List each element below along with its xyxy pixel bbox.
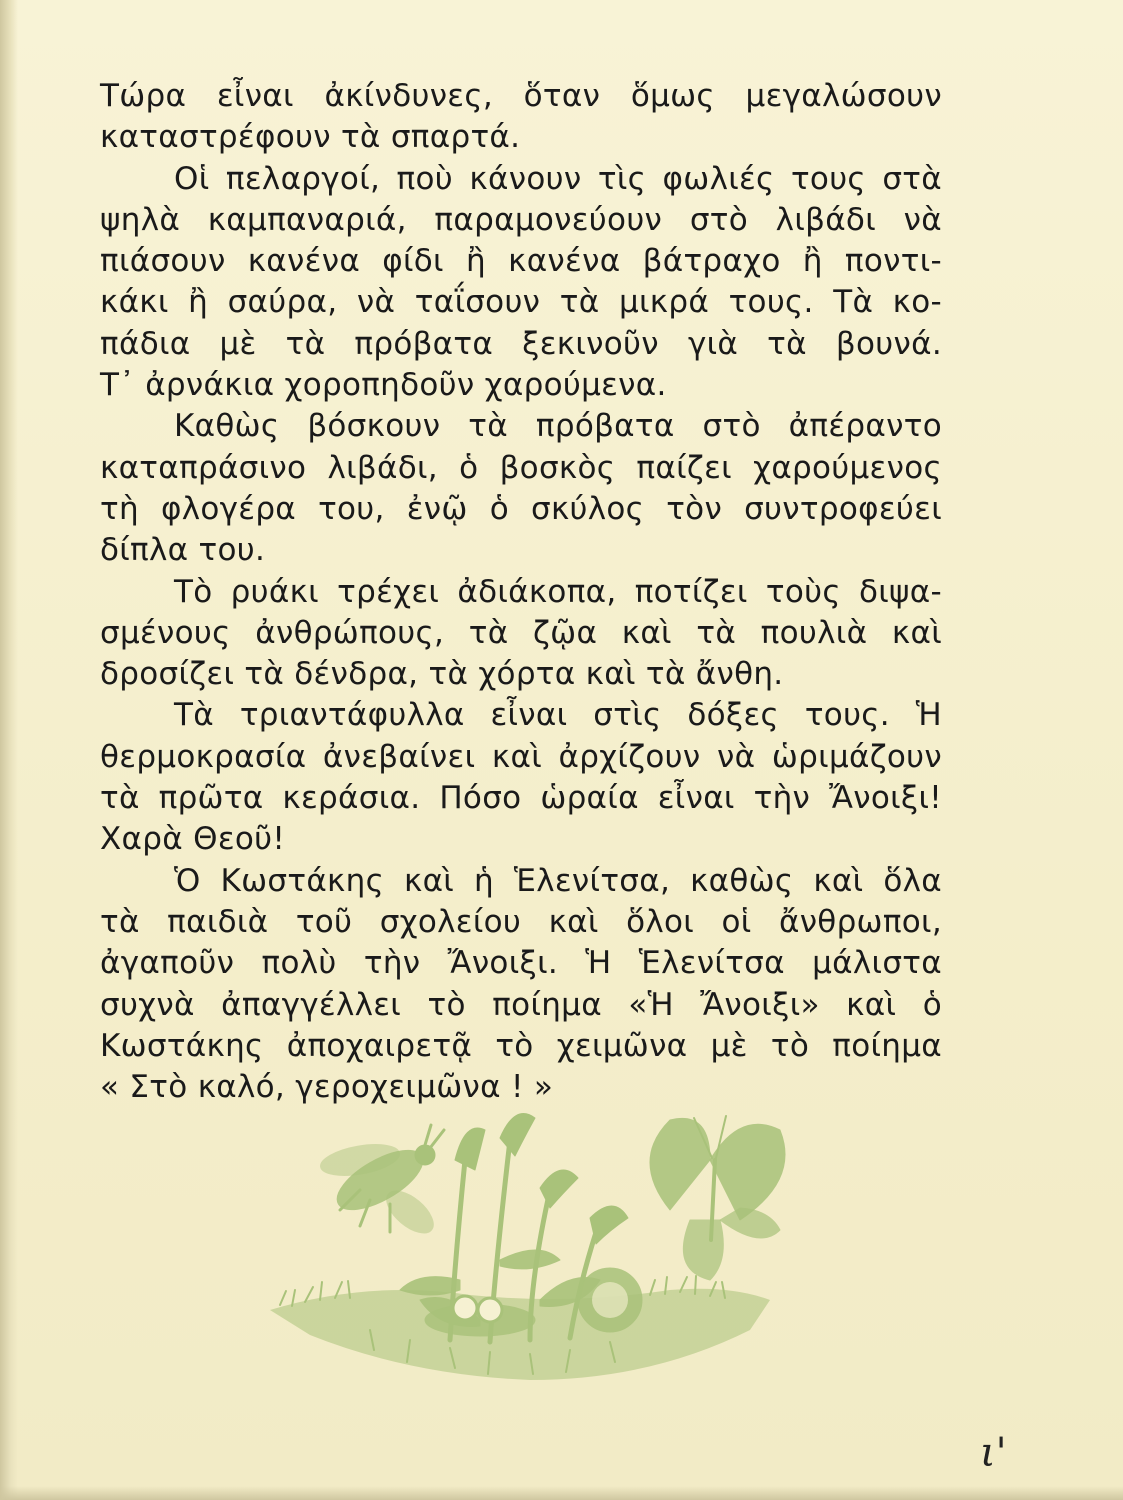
- text-line: Καθὼς βόσκουν τὰ πρόβατα στὸ ἀπέραντο: [174, 408, 942, 445]
- flowers-bee-butterfly-illustration: [250, 1080, 810, 1400]
- text-line: ἀγαποῦν πολὺ τὴν Ἄνοιξι. Ἡ Ἑλενίτσα μάλιστα: [100, 945, 942, 982]
- text-line: Κωστάκης ἀποχαιρετᾷ τὸ χειμῶνα μὲ τὸ ποίημα: [100, 1027, 942, 1064]
- page-number: ι': [980, 1430, 1007, 1476]
- text-line: Ὁ Κωστάκης καὶ ἡ Ἑλενίτσα, καθὼς καὶ ὅλα: [174, 862, 942, 899]
- text-line: Τὰ τριαντάφυλλα εἶναι στὶς δόξες τους. Ἡ: [174, 697, 942, 734]
- page-left-edge-shadow: [0, 0, 18, 1500]
- text-line: Οἱ πελαργοί, ποὺ κάνουν τὶς φωλιές τους στὰ: [174, 160, 942, 197]
- text-line: κάκι ἢ σαύρα, νὰ ταΐσουν τὰ μικρά τους. Τὰ κο-: [100, 284, 942, 321]
- text-line: καταστρέφουν τὰ σπαρτά.: [100, 119, 521, 156]
- text-line: Τὸ ρυάκι τρέχει ἀδιάκοπα, ποτίζει τοὺς διψα-: [174, 573, 942, 610]
- text-line: πάδια μὲ τὰ πρόβατα ξεκινοῦν γιὰ τὰ βουνά.: [100, 325, 942, 362]
- text-line: τὰ πρῶτα κεράσια. Πόσο ὡραία εἶναι τὴν Ἄνοιξι!: [100, 780, 942, 817]
- text-line: σμένους ἀνθρώπους, τὰ ζῷα καὶ τὰ πουλιὰ καὶ: [100, 614, 942, 651]
- text-line: ψηλὰ καμπαναριά, παραμονεύουν στὸ λιβάδι νὰ: [100, 201, 942, 238]
- text-line: « Στὸ καλό, γεροχειμῶνα ! »: [100, 1069, 554, 1106]
- text-line: καταπράσινο λιβάδι, ὁ βοσκὸς παίζει χαρούμενος: [100, 449, 942, 486]
- text-line: πιάσουν κανένα φίδι ἢ κανένα βάτραχο ἢ ποντι-: [100, 243, 942, 280]
- text-line: Τ᾿ ἀρνάκια χοροπηδοῦν χαρούμενα.: [100, 367, 667, 404]
- text-line: θερμοκρασία ἀνεβαίνει καὶ ἀρχίζουν νὰ ὡριμάζουν: [100, 738, 942, 775]
- text-line: συχνὰ ἀπαγγέλλει τὸ ποίημα «Ἡ Ἄνοιξι» καὶ ὁ: [100, 986, 942, 1023]
- text-line: τὴ φλογέρα του, ἐνῷ ὁ σκύλος τὸν συντροφεύει: [100, 490, 942, 527]
- text-line: δροσίζει τὰ δένδρα, τὰ χόρτα καὶ τὰ ἄνθη.: [100, 656, 784, 693]
- text-line: Χαρὰ Θεοῦ!: [100, 821, 286, 858]
- text-line: τὰ παιδιὰ τοῦ σχολείου καὶ ὅλοι οἱ ἄνθρωποι,: [100, 903, 942, 940]
- text-line: δίπλα του.: [100, 532, 266, 569]
- page-bottom-edge-shadow: [0, 1486, 1123, 1500]
- text-line: Τώρα εἶναι ἀκίνδυνες, ὅταν ὅμως μεγαλώσουν: [100, 78, 942, 114]
- body-text: [100, 76, 942, 1108]
